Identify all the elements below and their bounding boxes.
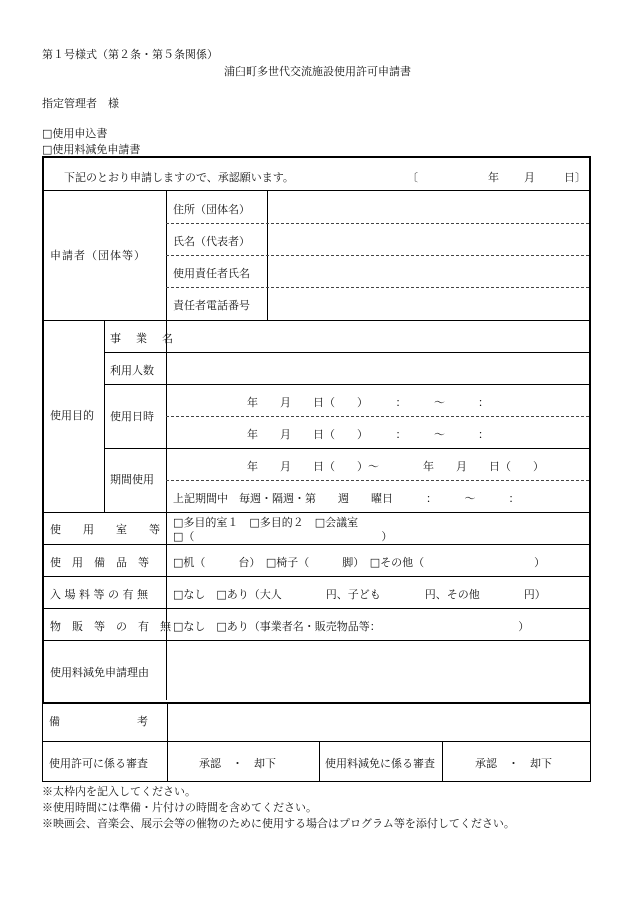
addressee: 指定管理者 様 — [42, 97, 119, 110]
participants-label: 利用人数 — [110, 364, 154, 377]
request-text: 下記のとおり申請しますので、承認願います。 — [64, 171, 294, 184]
permit-review-label: 使用許可に係る審査 — [49, 757, 148, 770]
address-input[interactable] — [268, 191, 589, 222]
application-frame — [42, 156, 591, 704]
admission-options[interactable]: □なし □あり（大人 円、子ども 円、その他 円） — [173, 588, 546, 601]
phone-input[interactable] — [268, 287, 589, 318]
checkbox-apply[interactable]: □使用申込書 — [42, 127, 108, 140]
field-name-label: 氏名（代表者） — [173, 235, 250, 248]
field-manager-label: 使用責任者氏名 — [173, 267, 250, 280]
period-row-2[interactable]: 上記期間中 毎週・隔週・第 週 曜日 ： 〜 ： — [173, 492, 520, 505]
exempt-review-label: 使用料減免に係る審査 — [325, 757, 435, 770]
datetime-row-1[interactable]: 年 月 日（ ） ： 〜 ： — [247, 396, 489, 409]
note-2: ※使用時間には準備・片付けの時間を含めてください。 — [42, 801, 317, 814]
permit-review-options[interactable]: 承認 ・ 却下 — [199, 757, 276, 770]
remarks-input[interactable] — [169, 704, 589, 740]
date-month: 月 — [524, 171, 535, 184]
period-label: 期間使用 — [110, 473, 154, 486]
equipment-options[interactable]: □机（ 台） □椅子（ 脚） □その他（ ） — [173, 556, 546, 569]
exempt-review-options[interactable]: 承認 ・ 却下 — [475, 757, 552, 770]
rooms-options[interactable]: □多目的室１ □多目的２ □会議室 — [173, 516, 359, 529]
period-row-1[interactable]: 年 月 日（ ）〜 年 月 日（ ） — [247, 460, 544, 473]
form-title: 浦臼町多世代交流施設使用許可申請書 — [224, 65, 411, 78]
field-address-label: 住所（団体名） — [173, 203, 250, 216]
exemption-reason-label: 使用料減免申請理由 — [50, 666, 149, 679]
checkbox-exempt[interactable]: □使用料減免申請書 — [42, 143, 141, 156]
date-day: 日〕 — [564, 171, 586, 184]
purpose-label: 使用目的 — [50, 409, 94, 422]
note-1: ※太枠内を記入してください。 — [42, 785, 196, 798]
date-year: 年 — [488, 171, 499, 184]
rooms-label: 使 用 室 等 — [50, 523, 160, 536]
admission-label: 入 場 料 等 の 有 無 — [50, 588, 148, 601]
manager-input[interactable] — [268, 255, 589, 286]
equipment-label: 使 用 備 品 等 — [50, 556, 149, 569]
field-phone-label: 責任者電話番号 — [173, 299, 250, 312]
date-bracket: 〔 — [407, 171, 418, 184]
name-input[interactable] — [268, 223, 589, 254]
office-use-section — [42, 703, 591, 782]
sales-options[interactable]: □なし □あり（事業者名・販売物品等： ） — [173, 620, 530, 633]
exemption-reason-input[interactable] — [168, 642, 588, 700]
rooms-other[interactable]: □（ ） — [173, 530, 393, 543]
applicant-label: 申請者（団体等） — [50, 249, 146, 262]
sales-label: 物 販 等 の 有 無 — [50, 620, 171, 633]
remarks-label: 備 考 — [49, 715, 148, 728]
note-3: ※映画会、音楽会、展示会等の催物のために使用する場合はプログラム等を添付してください。 — [42, 817, 515, 830]
form-number: 第１号様式（第２条・第５条関係） — [42, 48, 218, 61]
datetime-label: 使用日時 — [110, 410, 154, 423]
datetime-row-2[interactable]: 年 月 日（ ） ： 〜 ： — [247, 428, 489, 441]
event-name-label: 事 業 名 — [110, 332, 175, 345]
